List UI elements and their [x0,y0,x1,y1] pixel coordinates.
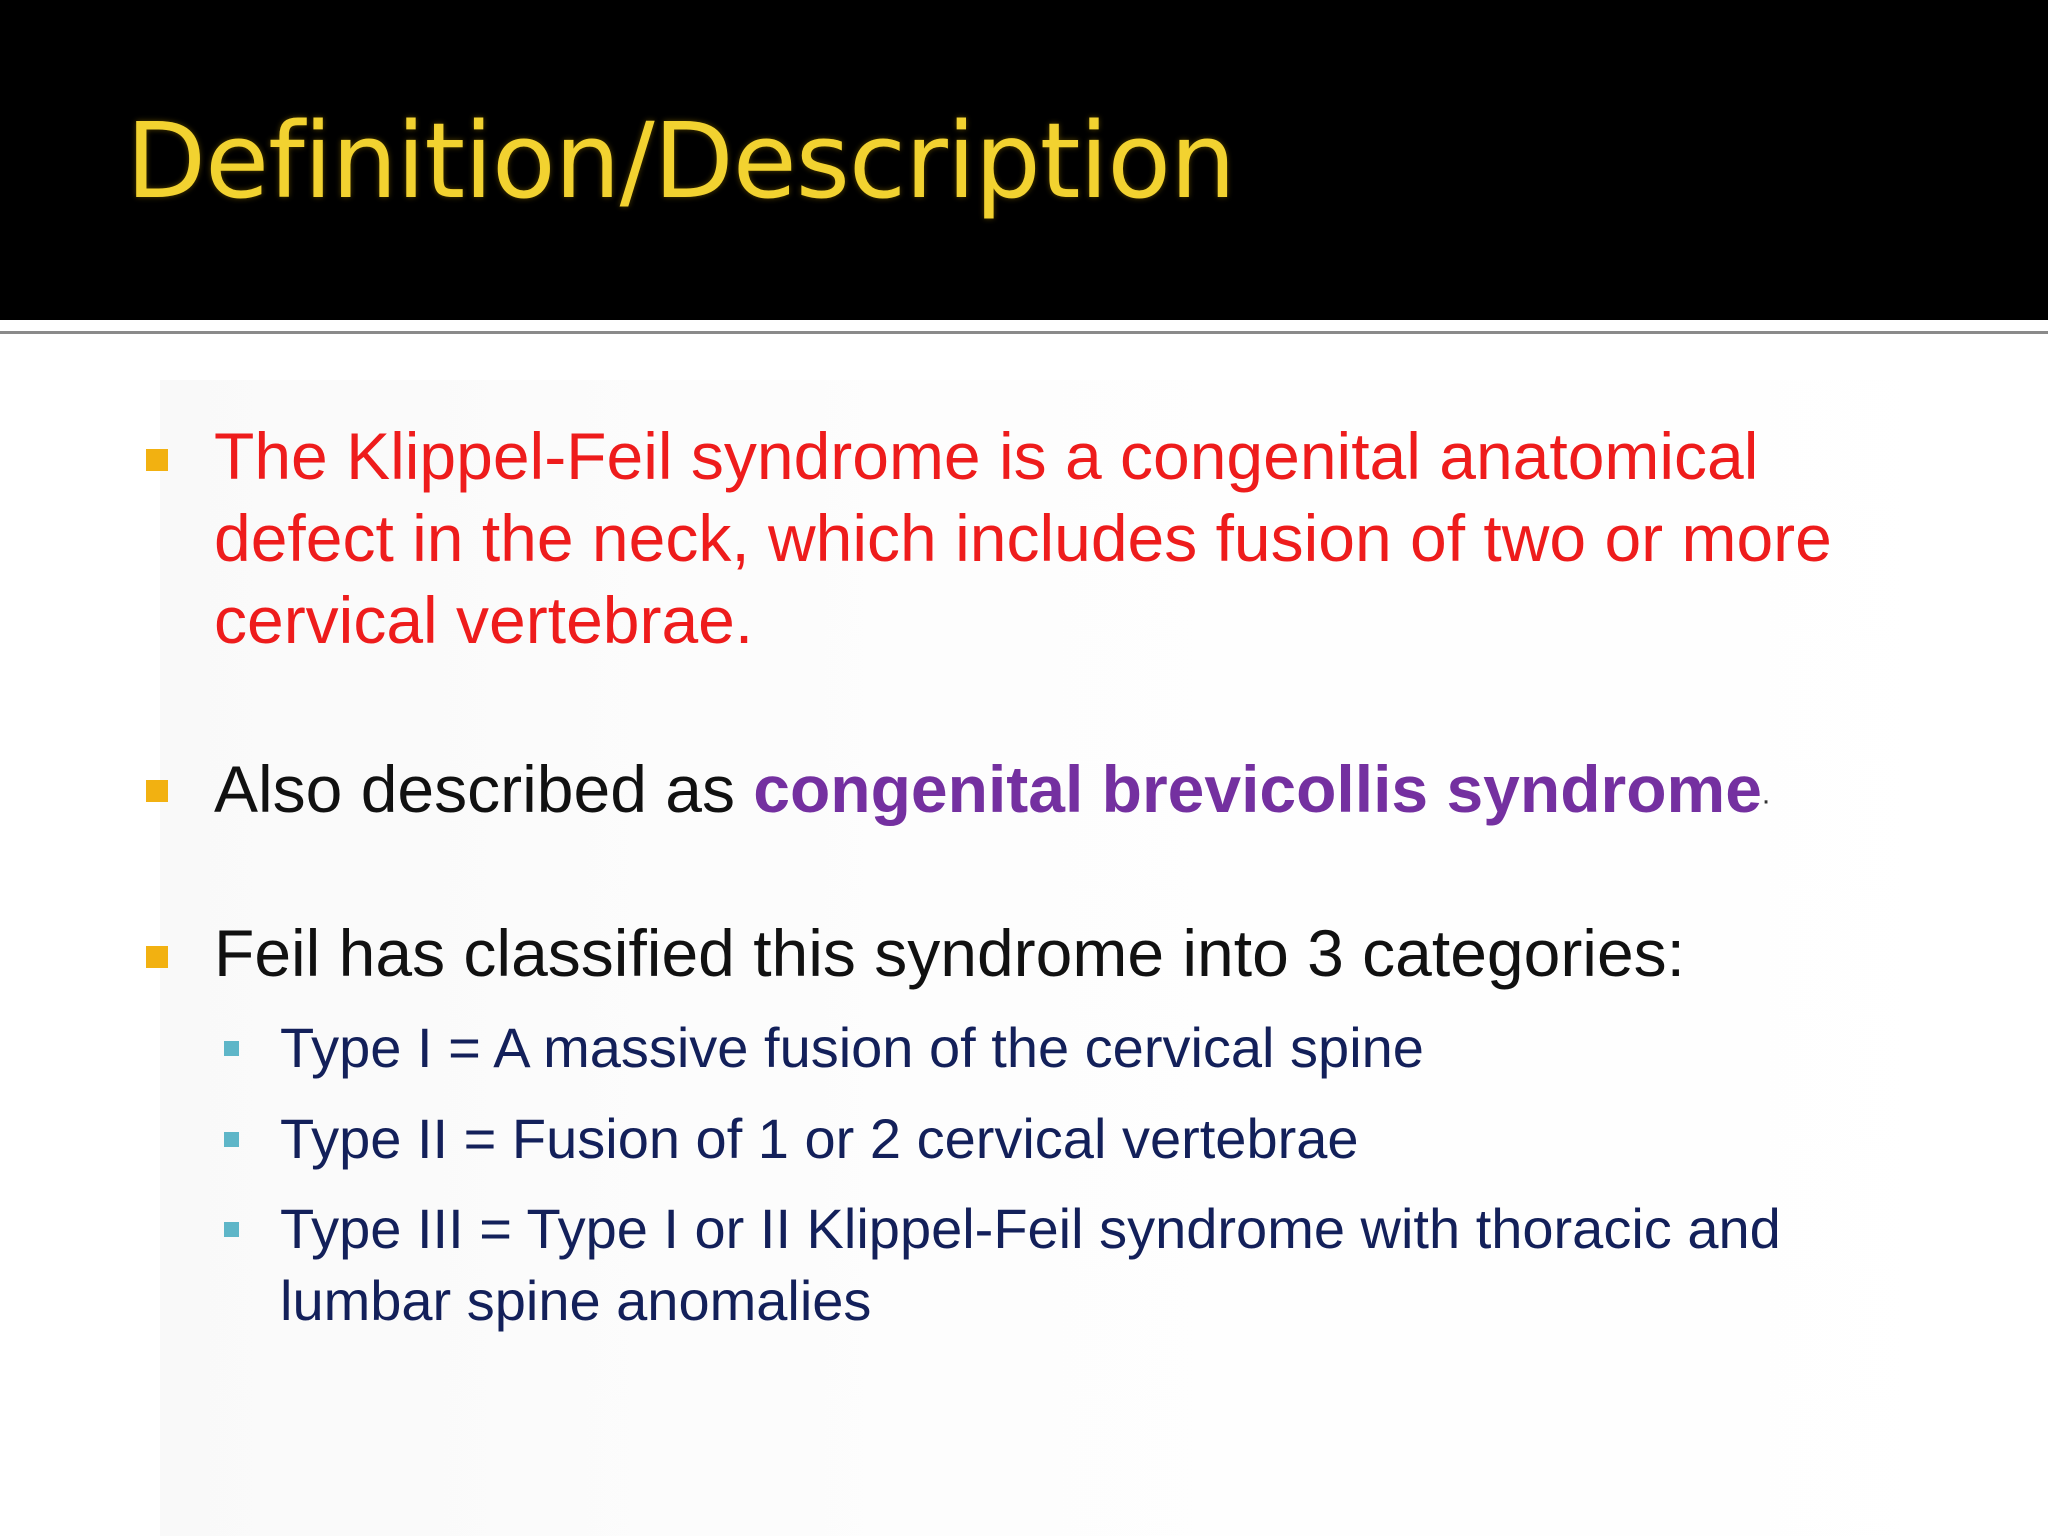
bullet-marker [146,946,168,968]
sub-bullet-marker [224,1041,239,1056]
sub-bullet-marker [224,1222,239,1237]
also-described-prefix: Also described as [214,752,754,826]
bullet-marker [146,449,168,471]
sub-item-type-i: Type I = A massive fusion of the cervical spine [280,1016,1424,1079]
bullet-classification: Feil has classified this syndrome into 3 categories: [214,916,1686,990]
bullet-also-described [214,748,1994,836]
bullet-definition: The Klippel-Feil syndrome is a congenital anatomical defect in the neck, which includes fusion of two or more cervical vertebrae. [214,419,1832,657]
sub-item-type-ii: Type II = Fusion of 1 or 2 cervical vertebrae [280,1107,1359,1170]
slide-title: Definition/Description [126,100,1235,222]
bullet-marker [146,780,168,802]
brevicollis-emphasis: congenital brevicollis syndrome [753,752,1762,826]
trailing-period: . [1761,777,1771,811]
sub-item-type-iii: Type III = Type I or II Klippel-Feil syndrome with thoracic and lumbar spine anomalies [280,1197,1781,1332]
sub-bullet-marker [224,1132,239,1147]
